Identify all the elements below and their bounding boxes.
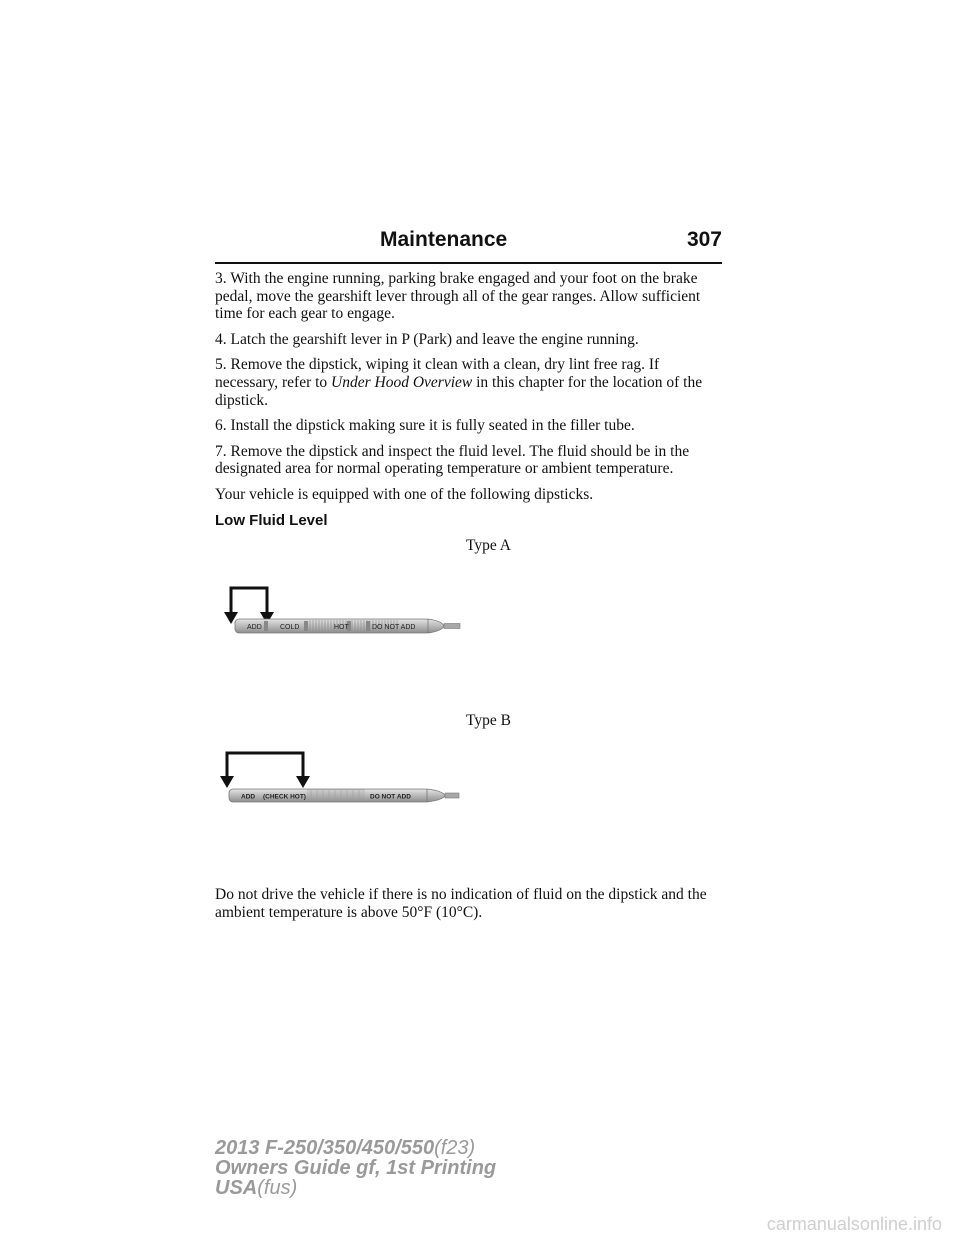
under-hood-overview-link[interactable]: Under Hood Overview xyxy=(331,373,473,391)
step-4: 4. Latch the gearshift lever in P (Park) and leave the engine running. xyxy=(215,330,639,348)
footer-model-line xyxy=(215,1138,496,1158)
footer-guide: Owners Guide gf, 1st Printing xyxy=(215,1157,497,1179)
type-b-dipstick-figure xyxy=(215,748,465,808)
step-5 xyxy=(215,356,725,409)
type-b-mark-check-hot: (CHECK HOT) xyxy=(263,793,306,801)
type-b-mark-add: ADD xyxy=(241,793,256,801)
body-text xyxy=(215,270,725,537)
step-6: 6. Install the dipstick making sure it is fully seated in the filler tube. xyxy=(215,417,635,435)
type-a-dipstick-figure xyxy=(220,584,465,640)
type-a-label: Type A xyxy=(466,537,511,554)
step-5-text: 5. Remove the dipstick, wiping it clean with a clean, dry lint free rag. If necessary, refer to xyxy=(215,356,660,391)
type-a-mark-hot: HOT xyxy=(334,624,349,631)
type-a-mark-add: ADD xyxy=(247,624,262,631)
closing-warning xyxy=(215,886,725,921)
footer-region-code: (fus) xyxy=(257,1177,298,1199)
section-title: Maintenance xyxy=(380,228,508,251)
step-3: 3. With the engine running, parking brake engaged and your foot on the brake pedal, move the gearshift lever through all of the gear ranges. Allow sufficient time for each gear to engage. xyxy=(215,270,701,323)
closing-warning-text: Do not drive the vehicle if there is no indication of fluid on the dipstick and the ambient temperature is above 50°F (10°C). xyxy=(215,886,707,921)
dipstick-intro: Your vehicle is equipped with one of the following dipsticks. xyxy=(215,485,594,503)
type-b-range-arrows xyxy=(220,753,310,788)
type-b-mark-do-not-add: DO NOT ADD xyxy=(370,793,411,801)
type-b-label: Type B xyxy=(466,712,511,729)
footer-model-code: (f23) xyxy=(434,1137,476,1159)
type-a-mark-do-not-add: DO NOT ADD xyxy=(372,624,416,631)
step-7: 7. Remove the dipstick and inspect the fluid level. The fluid should be in the designated area for normal operating temperature or ambient temperature. xyxy=(215,442,690,478)
footer-model: 2013 F-250/350/450/550 xyxy=(215,1137,435,1159)
type-a-mark-cold: COLD xyxy=(280,624,300,631)
footer-region-line xyxy=(215,1178,496,1198)
footer-region: USA xyxy=(215,1177,258,1199)
page-header xyxy=(215,228,722,258)
type-a-range-arrows xyxy=(224,588,274,624)
page-number: 307 xyxy=(686,228,722,251)
low-fluid-level-heading: Low Fluid Level xyxy=(215,511,328,529)
page-footer xyxy=(215,1138,496,1198)
header-rule xyxy=(215,262,722,264)
step-5-text-end: in this chapter for the location of the dipstick. xyxy=(215,373,703,409)
watermark: carmanualsonline.info xyxy=(766,1214,942,1234)
